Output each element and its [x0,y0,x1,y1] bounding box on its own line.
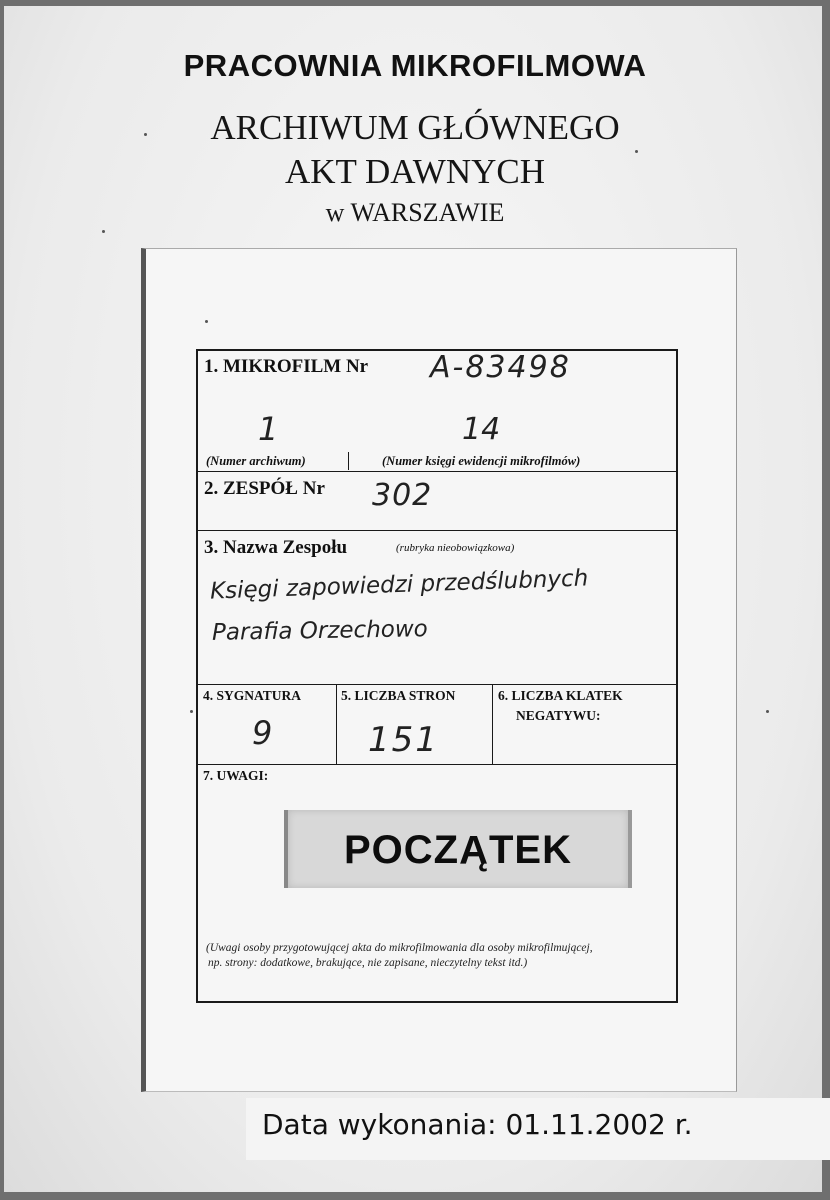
register-number-value: 14 [462,412,501,447]
divider [198,684,676,685]
field7-note-line1: (Uwagi osoby przygotowującej akta do mikrofilmowania dla osoby mikrofilmującej, [206,942,593,954]
field7-note-line2: np. strony: dodatkowe, brakujące, nie zapisane, nieczytelny tekst itd.) [208,957,528,969]
field3-label: 3. Nazwa Zespołu [204,537,348,558]
archive-number-caption: (Numer archiwum) [206,454,306,468]
divider [492,684,493,764]
field3-value-line1: Księgi zapowiedzi przedślubnych [209,565,589,605]
field2-label: 2. ZESPÓŁ Nr [204,478,325,499]
execution-date: Data wykonania: 01.11.2002 r. [262,1108,693,1141]
divider [348,452,349,470]
speck [190,710,193,713]
field2-value: 302 [372,478,433,513]
speck [766,710,769,713]
archive-name-line1: ARCHIWUM GŁÓWNEGO [210,108,620,147]
field3-value-line2: Parafia Orzechowo [211,616,428,646]
field4-value: 9 [252,714,273,752]
start-label: POCZĄTEK [344,828,572,872]
field6-label-line1: 6. LICZBA KLATEK [498,688,623,703]
field1-label: 1. MIKROFILM Nr [204,356,369,377]
field1-value: A-83498 [430,350,571,385]
speck [144,133,147,136]
field4-label: 4. SYGNATURA [203,688,302,703]
field7-label: 7. UWAGI: [203,768,269,783]
field5-value: 151 [368,720,439,760]
speck [635,150,638,153]
divider [198,764,676,765]
divider [198,471,676,472]
field3-hint: (rubryka nieobowiązkowa) [396,542,515,554]
field6-label-line2: NEGATYWU: [516,708,601,723]
field5-label: 5. LICZBA STRON [341,688,456,703]
lab-title: PRACOWNIA MIKROFILMOWA [183,48,647,83]
archive-name-line2: AKT DAWNYCH [284,152,545,191]
register-number-caption: (Numer księgi ewidencji mikrofilmów) [382,454,581,468]
archive-location: w WARSZAWIE [325,198,505,227]
start-label-strip [284,810,632,888]
divider [336,684,337,764]
speck [205,320,208,323]
divider [198,530,676,531]
speck [102,230,105,233]
archive-number-value: 1 [258,410,279,448]
